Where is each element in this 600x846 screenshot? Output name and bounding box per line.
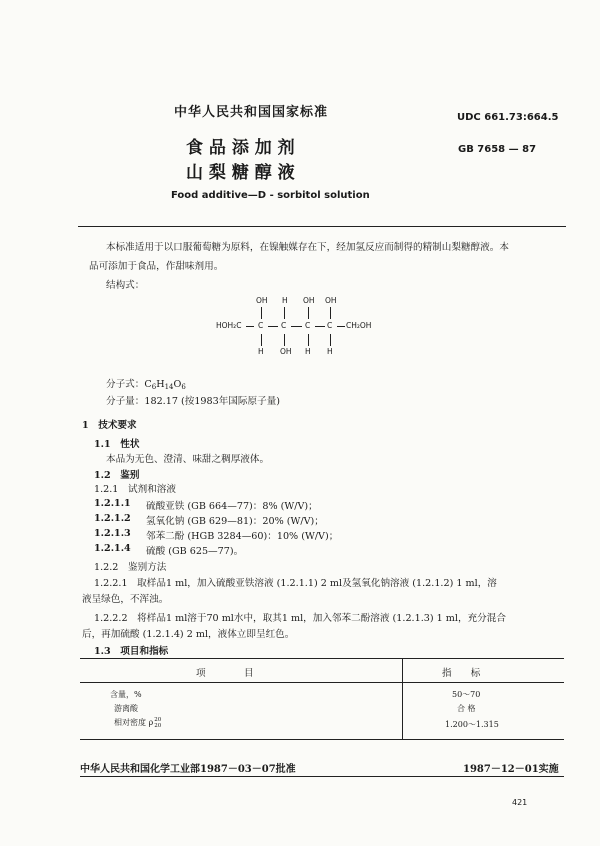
footer-rule: [80, 776, 564, 777]
table-row: [110, 689, 142, 700]
page-number: 421: [512, 798, 528, 807]
table-header-item: 项 目: [196, 668, 254, 679]
structure-label: 结构式：: [106, 280, 145, 291]
section-heading: 1.2.2 鉴别方法: [94, 562, 167, 573]
bottom-substituent: H: [258, 347, 264, 356]
reagent-text: 氢氧化钠 (GB 629—81)：20% (W/V)；: [146, 516, 324, 527]
table-bottom-rule: [80, 739, 564, 740]
table-header-value: 指 标: [442, 668, 481, 679]
table-cell-value: 50～70: [452, 690, 481, 699]
title-line-1: 食 品 添 加 剂: [186, 138, 295, 158]
molecular-formula: [106, 376, 186, 391]
table-cell-item: 相对密度 ρ: [114, 718, 154, 727]
section-heading: 1 技术要求: [82, 420, 137, 431]
reagent-number: 1.2.1.3: [94, 528, 131, 539]
reagent-number: 1.2.1.4: [94, 543, 131, 554]
table-column-divider: [402, 659, 403, 739]
formula-element: H: [156, 379, 165, 390]
carbon-atom: C: [327, 321, 333, 330]
chain-left: HOH₂C: [216, 321, 242, 330]
bond-line: [261, 307, 262, 319]
section-heading: 1.3 项目和指标: [94, 646, 169, 657]
molecular-mass: 分子量：182.17 (按1983年国际原子量): [106, 396, 281, 407]
standard-number: GB 7658 — 87: [458, 144, 537, 155]
method-paragraph-line: 后，再加硫酸 (1.2.1.4) 2 ml，液体立即呈红色。: [82, 629, 295, 640]
density-superscript: 20: [154, 717, 162, 723]
bottom-substituent: OH: [280, 347, 292, 356]
top-substituent: OH: [303, 296, 315, 305]
formula-subscript: 6: [181, 383, 186, 391]
english-title: Food additive—D - sorbitol solution: [171, 190, 370, 201]
udc-code: UDC 661.73:664.5: [457, 112, 559, 123]
section-heading: 1.1 性状: [94, 439, 140, 450]
effective-date: 1987－12－01实施: [463, 764, 559, 775]
bond-line: [330, 307, 331, 319]
bond-line: [284, 307, 285, 319]
method-paragraph-line: 液呈绿色，不浑浊。: [82, 594, 169, 605]
reagent-number: 1.2.1.1: [94, 498, 131, 509]
bond-line: [261, 334, 262, 346]
bottom-substituent: H: [327, 347, 333, 356]
carbon-atom: C: [281, 321, 287, 330]
method-paragraph-line: 1.2.2.1 取样品1 ml，加入硫酸亚铁溶液 (1.2.1.1) 2 ml及氢氧化钠溶液 (1.2.1.2) 1 ml，溶: [94, 578, 497, 589]
top-substituent: OH: [256, 296, 268, 305]
carbon-atom: C: [258, 321, 264, 330]
bottom-substituent: H: [305, 347, 311, 356]
formula-element: C: [144, 379, 152, 390]
bond-line: [284, 334, 285, 346]
bond-line: [291, 326, 302, 327]
top-substituent: OH: [325, 296, 337, 305]
formula-element: O: [173, 379, 182, 390]
table-cell-item: 含量，%: [110, 690, 142, 699]
reagent-text: 邻苯二酚 (HGB 3284—60)：10% (W/V)；: [146, 531, 339, 542]
method-paragraph-line: 1.2.2.2 将样品1 ml溶于70 ml水中，取其1 ml，加入邻苯二酚溶液 (1.2.1.3) 1 ml，充分混合: [94, 613, 506, 624]
header-divider: [78, 226, 566, 227]
bond-line: [268, 326, 278, 327]
table-cell-value: 1.200～1.315: [445, 720, 499, 729]
section-heading: 1.2 鉴别: [94, 470, 140, 481]
chain-right: CH₂OH: [346, 321, 372, 330]
bond-line: [246, 326, 254, 327]
table-row: [114, 717, 161, 729]
molecular-formula-label: 分子式：: [106, 379, 145, 390]
formula-subscript: 6: [151, 383, 157, 391]
reagent-text: 硫酸 (GB 625—77)。: [146, 546, 244, 557]
top-substituent: H: [282, 296, 288, 305]
table-cell-value: 合 格: [457, 704, 476, 713]
formula-subscript: 14: [164, 383, 174, 391]
scope-paragraph-line-1: 本标准适用于以口服葡萄糖为原料，在镍触媒存在下，经加氢反应而制得的精制山梨糖醇液。本: [106, 242, 509, 253]
bond-line: [308, 307, 309, 319]
approval-line: 中华人民共和国化学工业部1987－03－07批准: [80, 764, 296, 775]
scope-paragraph-line-2: 品可添加于食品，作甜味剂用。: [89, 261, 224, 272]
reagent-text: 硫酸亚铁 (GB 664—77)：8% (W/V)；: [146, 501, 318, 512]
carbon-atom: C: [305, 321, 311, 330]
section-heading: 1.2.1 试剂和溶液: [94, 484, 176, 495]
issuing-body: 中华人民共和国国家标准: [174, 105, 329, 120]
table-row: [114, 703, 138, 714]
reagent-number: 1.2.1.2: [94, 513, 131, 524]
bond-line: [330, 334, 331, 346]
table-header-rule: [80, 682, 564, 683]
bond-line: [315, 326, 325, 327]
density-subscript: 20: [154, 723, 162, 729]
bond-line: [308, 334, 309, 346]
bond-line: [337, 326, 345, 327]
property-text: 本品为无色、澄清、味甜之稠厚液体。: [106, 454, 270, 465]
table-top-rule: [80, 658, 564, 659]
title-line-2: 山 梨 糖 醇 液: [186, 163, 295, 183]
table-cell-item: 游离酸: [114, 704, 138, 713]
